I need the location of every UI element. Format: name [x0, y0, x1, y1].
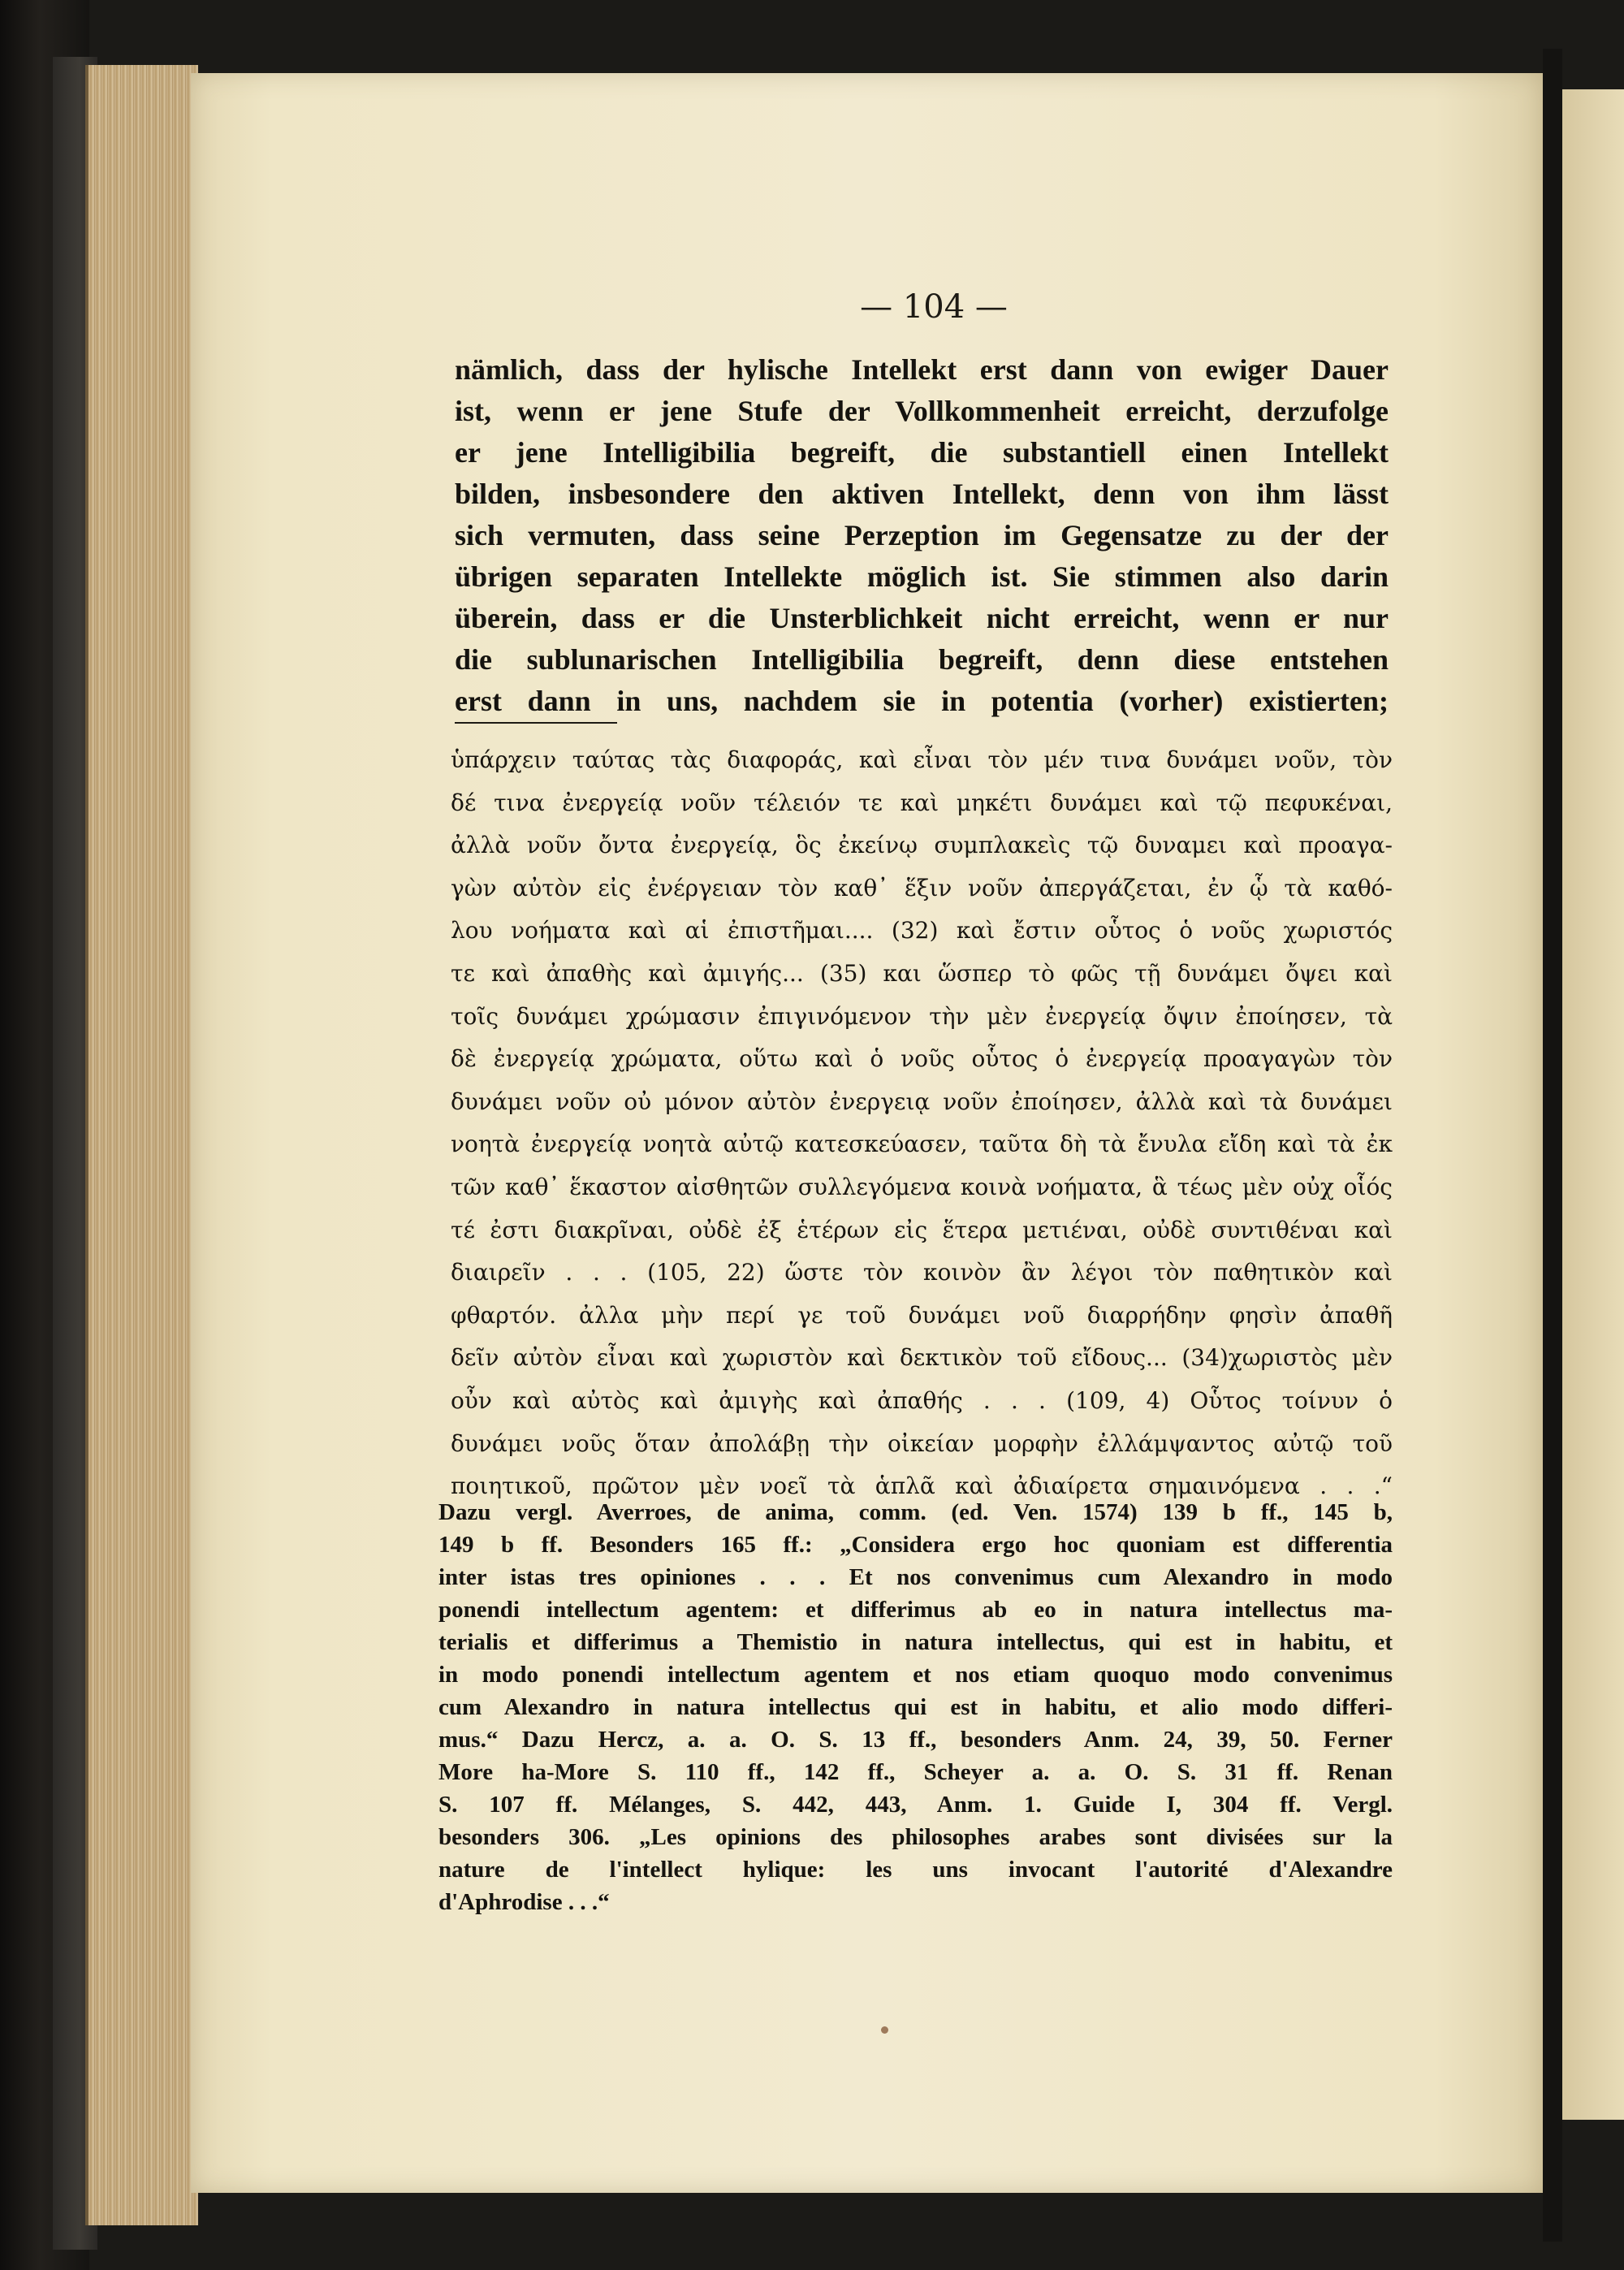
footnote-rule: [455, 722, 617, 724]
note-line: More ha-More S. 110 ff., 142 ff., Scheyer a. a. O. S. 31 ff. Renan: [438, 1759, 1393, 1785]
page-header: — 104 —: [860, 288, 1008, 326]
note-line: S. 107 ff. Mélanges, S. 442, 443, Anm. 1. Guide I, 304 ff. Vergl.: [438, 1792, 1393, 1818]
gutter: [1543, 49, 1562, 2242]
note-line: inter istas tres opiniones . . . Et nos convenimus cum Alexandro in modo: [438, 1564, 1393, 1590]
greek-line: τοῖς δυνάμει χρώμασιν ἐπιγινόμενον τὴν μὲν ἐνεργείᾳ ὄψιν ἐποίησεν, τὰ: [451, 1002, 1393, 1030]
note-line: besonders 306. „Les opinions des philosophes arabes sont divisées sur la: [438, 1824, 1393, 1850]
body-line: überein, dass er die Unsterblichkeit nicht erreicht, wenn er nur: [455, 602, 1389, 634]
reference-notes: [438, 1496, 1393, 1918]
greek-line: δὲ ἐνεργείᾳ χρώματα, οὕτω καὶ ὁ νοῦς οὗτος ὁ ἐνεργείᾳ προαγαγὼν τὸν: [451, 1045, 1393, 1073]
greek-line: ποιητικοῦ, πρῶτον μὲν νοεῖ τὰ ἁπλᾶ καὶ ἀδιαίρετα σημαινόμενα . . .“: [451, 1472, 1393, 1500]
greek-footnote: [451, 739, 1393, 1508]
body-line: nämlich, dass der hylische Intellekt erst dann von ewiger Dauer: [455, 353, 1389, 386]
body-line: sich vermuten, dass seine Perzeption im Gegensatze zu der der: [455, 519, 1389, 551]
note-line: ponendi intellectum agentem: et differimus ab eo in natura intellectus ma-: [438, 1597, 1393, 1623]
paper-speck: [881, 2026, 888, 2034]
note-line: nature de l'intellect hylique: les uns invocant l'autorité d'Alexandre: [438, 1857, 1393, 1883]
greek-line: φθαρτόν. ἀλλα μὴν περί γε τοῦ δυνάμει νοῦ διαρρήδην φησὶν ἀπαθῆ: [451, 1301, 1393, 1329]
greek-line: ἀλλὰ νοῦν ὄντα ἐνεργείᾳ, ὃς ἐκείνῳ συμπλακεὶς τῷ δυναμει καὶ προαγα-: [451, 832, 1393, 859]
body-line: erst dann in uns, nachdem sie in potentia (vorher) existierten;: [455, 685, 1389, 717]
page-edges: [85, 65, 198, 2225]
body-line: die sublunarischen Intelligibilia begreift, denn diese entstehen: [455, 643, 1389, 676]
body-line: er jene Intelligibilia begreift, die substantiell einen Intellekt: [455, 436, 1389, 469]
facing-page: [1562, 89, 1624, 2120]
body-line: übrigen separaten Intellekte möglich ist. Sie stimmen also darin: [455, 560, 1389, 593]
greek-line: τε καὶ ἀπαθὴς καὶ ἀμιγής... (35) και ὥσπερ τὸ φῶς τῇ δυνάμει ὄψει καὶ: [451, 959, 1393, 987]
greek-line: νοητὰ ἐνεργείᾳ νοητὰ αὐτῷ κατεσκεύασεν, ταῦτα δὴ τὰ ἔνυλα εἴδη καὶ τὰ ἐκ: [451, 1131, 1393, 1158]
note-line: in modo ponendi intellectum agentem et nos etiam quoquo modo convenimus: [438, 1662, 1393, 1688]
greek-line: οὖν καὶ αὐτὸς καὶ ἀμιγὴς καὶ ἀπαθής . . . (109, 4) Οὗτος τοίνυν ὁ: [451, 1386, 1393, 1414]
note-line: terialis et differimus a Themistio in natura intellectus, qui est in habitu, et: [438, 1629, 1393, 1655]
note-line: cum Alexandro in natura intellectus qui est in habitu, et alio modo differi-: [438, 1694, 1393, 1720]
greek-line: λου νοήματα καὶ αἱ ἐπιστῆμαι.... (32) καὶ ἔστιν οὗτος ὁ νοῦς χωριστός: [451, 917, 1393, 945]
body-line: bilden, insbesondere den aktiven Intellekt, denn von ihm lässt: [455, 478, 1389, 510]
greek-line: τέ ἐστι διακρῖναι, οὐδὲ ἐξ ἑτέρων εἰς ἕτερα μετιέναι, οὐδὲ συντιθέναι καὶ: [451, 1216, 1393, 1243]
greek-line: τῶν καθ᾿ ἕκαστον αἰσθητῶν συλλεγόμενα κοινὰ νοήματα, ἃ τέως μὲν οὐχ οἷός: [451, 1173, 1393, 1200]
greek-line: ὑπάρχειν ταύτας τὰς διαφοράς, καὶ εἶναι τὸν μέν τινα δυνάμει νοῦν, τὸν: [451, 746, 1393, 773]
note-line: 149 b ff. Besonders 165 ff.: „Considera ergo hoc quoniam est differentia: [438, 1532, 1393, 1558]
note-line: Dazu vergl. Averroes, de anima, comm. (ed. Ven. 1574) 139 b ff., 145 b,: [438, 1499, 1393, 1525]
greek-line: δεῖν αὐτὸν εἶναι καὶ χωριστὸν καὶ δεκτικὸν τοῦ εἴδους... (34)χωριστὸς μὲν: [451, 1344, 1393, 1372]
note-line: d'Aphrodise . . .“: [438, 1889, 610, 1915]
body-paragraph: [455, 349, 1389, 722]
greek-line: δυνάμει νοῦν οὐ μόνον αὐτὸν ἐνεργειᾳ νοῦν ἐποίησεν, ἀλλὰ καὶ τὰ δυνάμει: [451, 1087, 1393, 1115]
greek-line: γὼν αὐτὸν εἰς ἐνέργειαν τὸν καθ᾿ ἕξιν νοῦν ἀπεργάζεται, ἐν ᾧ τὰ καθό-: [451, 874, 1393, 902]
greek-line: δέ τινα ἐνεργείᾳ νοῦν τέλειόν τε καὶ μηκέτι δυνάμει καὶ τῷ πεφυκέναι,: [451, 789, 1393, 816]
note-line: mus.“ Dazu Hercz, a. a. O. S. 13 ff., besonders Anm. 24, 39, 50. Ferner: [438, 1727, 1393, 1753]
greek-line: διαιρεῖν . . . (105, 22) ὥστε τὸν κοινὸν ἂν λέγοι τὸν παθητικὸν καὶ: [451, 1259, 1393, 1286]
greek-line: δυνάμει νοῦς ὅταν ἀπολάβῃ τὴν οἰκείαν μορφὴν ἐλλάμψαντος αὐτῷ τοῦ: [451, 1429, 1393, 1457]
body-line: ist, wenn er jene Stufe der Vollkommenheit erreicht, derzufolge: [455, 395, 1389, 427]
